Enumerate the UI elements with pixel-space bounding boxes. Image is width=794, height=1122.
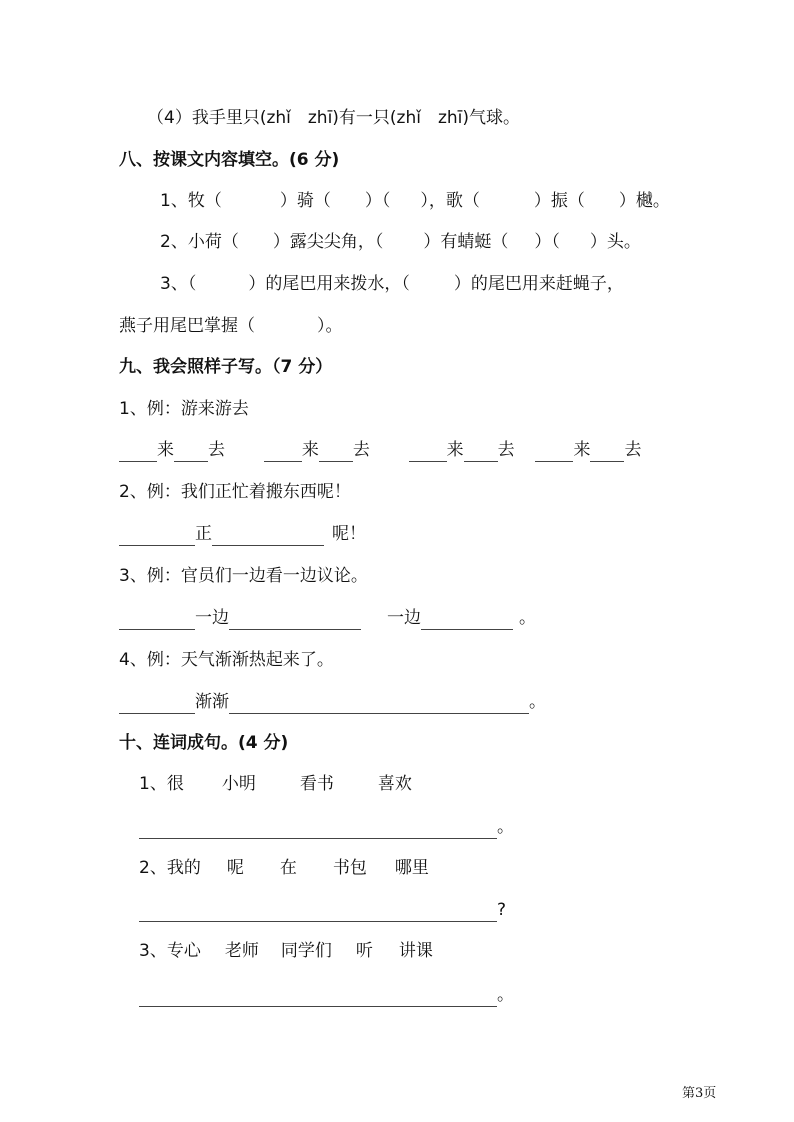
blank-input[interactable] (229, 695, 529, 714)
fill-line-2: 2、小荷（ ）露尖尖角，（ ）有蜻蜓（ ）（ ）头。 (160, 232, 641, 252)
example-2-label: 2、例：我们正忙着搬东西呢！ (119, 482, 351, 502)
pattern-line-2: 正 呢！ (119, 522, 366, 546)
pinyin-choice-question: （4）我手里只(zhǐ zhī)有一只(zhǐ zhī)气球。 (147, 108, 521, 128)
section-10-heading: 十、连词成句。(4 分) (119, 733, 289, 753)
pattern-line-1: 来 去 来 去 来 去 来 去 (119, 438, 641, 462)
pattern-line-4: 渐渐 。 (119, 690, 546, 714)
answer-line-2: ? (139, 898, 506, 922)
blank-input[interactable] (409, 443, 447, 462)
blank-input[interactable] (119, 695, 195, 714)
blank-input[interactable] (464, 443, 498, 462)
word-group-2: 2、我的 呢 在 书包 哪里 (139, 858, 429, 878)
blank-input[interactable] (590, 443, 624, 462)
section-9-heading: 九、我会照样子写。（7 分） (119, 357, 333, 377)
blank-input[interactable] (264, 443, 302, 462)
pattern-line-3: 一边 一边 。 (119, 606, 536, 630)
blank-input[interactable] (535, 443, 573, 462)
blank-input[interactable] (319, 443, 353, 462)
fill-line-3: 3、（ ）的尾巴用来拨水，（ ）的尾巴用来赶蝇子， (160, 274, 624, 294)
blank-input[interactable] (212, 527, 324, 546)
blank-input[interactable] (174, 443, 208, 462)
fill-line-1: 1、牧（ ）骑（ ）（ ），歌（ ）振（ ）樾。 (160, 191, 670, 211)
blank-input[interactable] (139, 820, 497, 839)
blank-input[interactable] (119, 443, 157, 462)
answer-line-1: 。 (139, 815, 514, 839)
blank-input[interactable] (139, 903, 497, 922)
word-group-3: 3、专心 老师 同学们 听 讲课 (139, 941, 433, 961)
fill-line-3-cont: 燕子用尾巴掌握（ ）。 (119, 316, 343, 336)
blank-input[interactable] (119, 527, 195, 546)
example-4-label: 4、例：天气渐渐热起来了。 (119, 650, 334, 670)
blank-input[interactable] (421, 611, 513, 630)
blank-input[interactable] (119, 611, 195, 630)
example-1-label: 1、例：游来游去 (119, 399, 249, 419)
blank-input[interactable] (139, 988, 497, 1007)
section-8-heading: 八、按课文内容填空。(6 分) (119, 150, 340, 170)
page-number: 第3页 (682, 1086, 717, 1101)
answer-line-3: 。 (139, 983, 514, 1007)
blank-input[interactable] (229, 611, 361, 630)
word-group-1: 1、很 小明 看书 喜欢 (139, 774, 412, 794)
example-3-label: 3、例：官员们一边看一边议论。 (119, 566, 368, 586)
